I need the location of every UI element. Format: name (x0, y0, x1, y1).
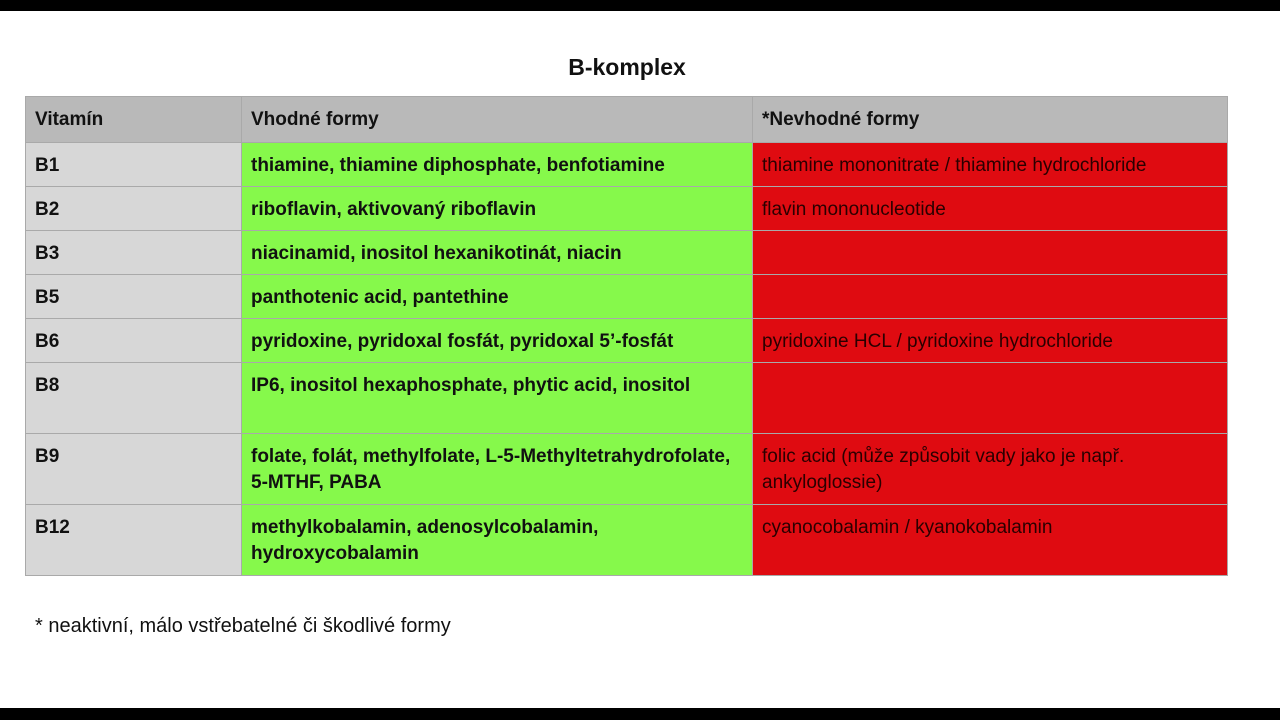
suitable-forms-cell: IP6, inositol hexaphosphate, phytic acid, inositol (242, 363, 753, 434)
vitamin-cell: B1 (26, 143, 242, 187)
suitable-forms-cell: niacinamid, inositol hexanikotinát, niacin (242, 231, 753, 275)
unsuitable-forms-cell: pyridoxine HCL / pyridoxine hydrochloride (753, 319, 1228, 363)
vitamin-cell: B8 (26, 363, 242, 434)
suitable-forms-cell: methylkobalamin, adenosylcobalamin, hydroxycobalamin (242, 505, 753, 576)
table-row (26, 363, 1228, 434)
vitamin-cell: B2 (26, 187, 242, 231)
suitable-forms-cell: riboflavin, aktivovaný riboflavin (242, 187, 753, 231)
vitamin-cell: B6 (26, 319, 242, 363)
table-row (26, 505, 1228, 576)
unsuitable-forms-cell: thiamine mononitrate / thiamine hydrochloride (753, 143, 1228, 187)
vitamin-cell: B9 (26, 434, 242, 505)
table-row (26, 319, 1228, 363)
vitamin-cell: B5 (26, 275, 242, 319)
unsuitable-forms-cell: folic acid (může způsobit vady jako je např. ankyloglossie) (753, 434, 1228, 505)
unsuitable-forms-cell: cyanocobalamin / kyanokobalamin (753, 505, 1228, 576)
suitable-forms-cell: thiamine, thiamine diphosphate, benfotiamine (242, 143, 753, 187)
table-row (26, 231, 1228, 275)
slide-title: B-komplex (568, 54, 686, 80)
unsuitable-forms-cell (753, 275, 1228, 319)
table-row (26, 143, 1228, 187)
table-header-row (26, 97, 1228, 143)
unsuitable-forms-cell (753, 231, 1228, 275)
header-vitamin: Vitamín (26, 97, 242, 143)
table-row (26, 187, 1228, 231)
suitable-forms-cell: folate, folát, methylfolate, L-5-Methyltetrahydrofolate, 5-MTHF, PABA (242, 434, 753, 505)
table-row (26, 275, 1228, 319)
slide (0, 11, 1280, 708)
unsuitable-forms-cell (753, 363, 1228, 434)
table-row (26, 434, 1228, 505)
vitamin-cell: B12 (26, 505, 242, 576)
unsuitable-forms-cell: flavin mononucleotide (753, 187, 1228, 231)
header-unsuitable-forms: *Nevhodné formy (753, 97, 1228, 143)
b-complex-table (25, 96, 1228, 576)
vitamin-cell: B3 (26, 231, 242, 275)
suitable-forms-cell: pyridoxine, pyridoxal fosfát, pyridoxal 5’-fosfát (242, 319, 753, 363)
footnote: * neaktivní, málo vstřebatelné či škodlivé formy (35, 615, 451, 637)
suitable-forms-cell: panthotenic acid, pantethine (242, 275, 753, 319)
header-suitable-forms: Vhodné formy (242, 97, 753, 143)
